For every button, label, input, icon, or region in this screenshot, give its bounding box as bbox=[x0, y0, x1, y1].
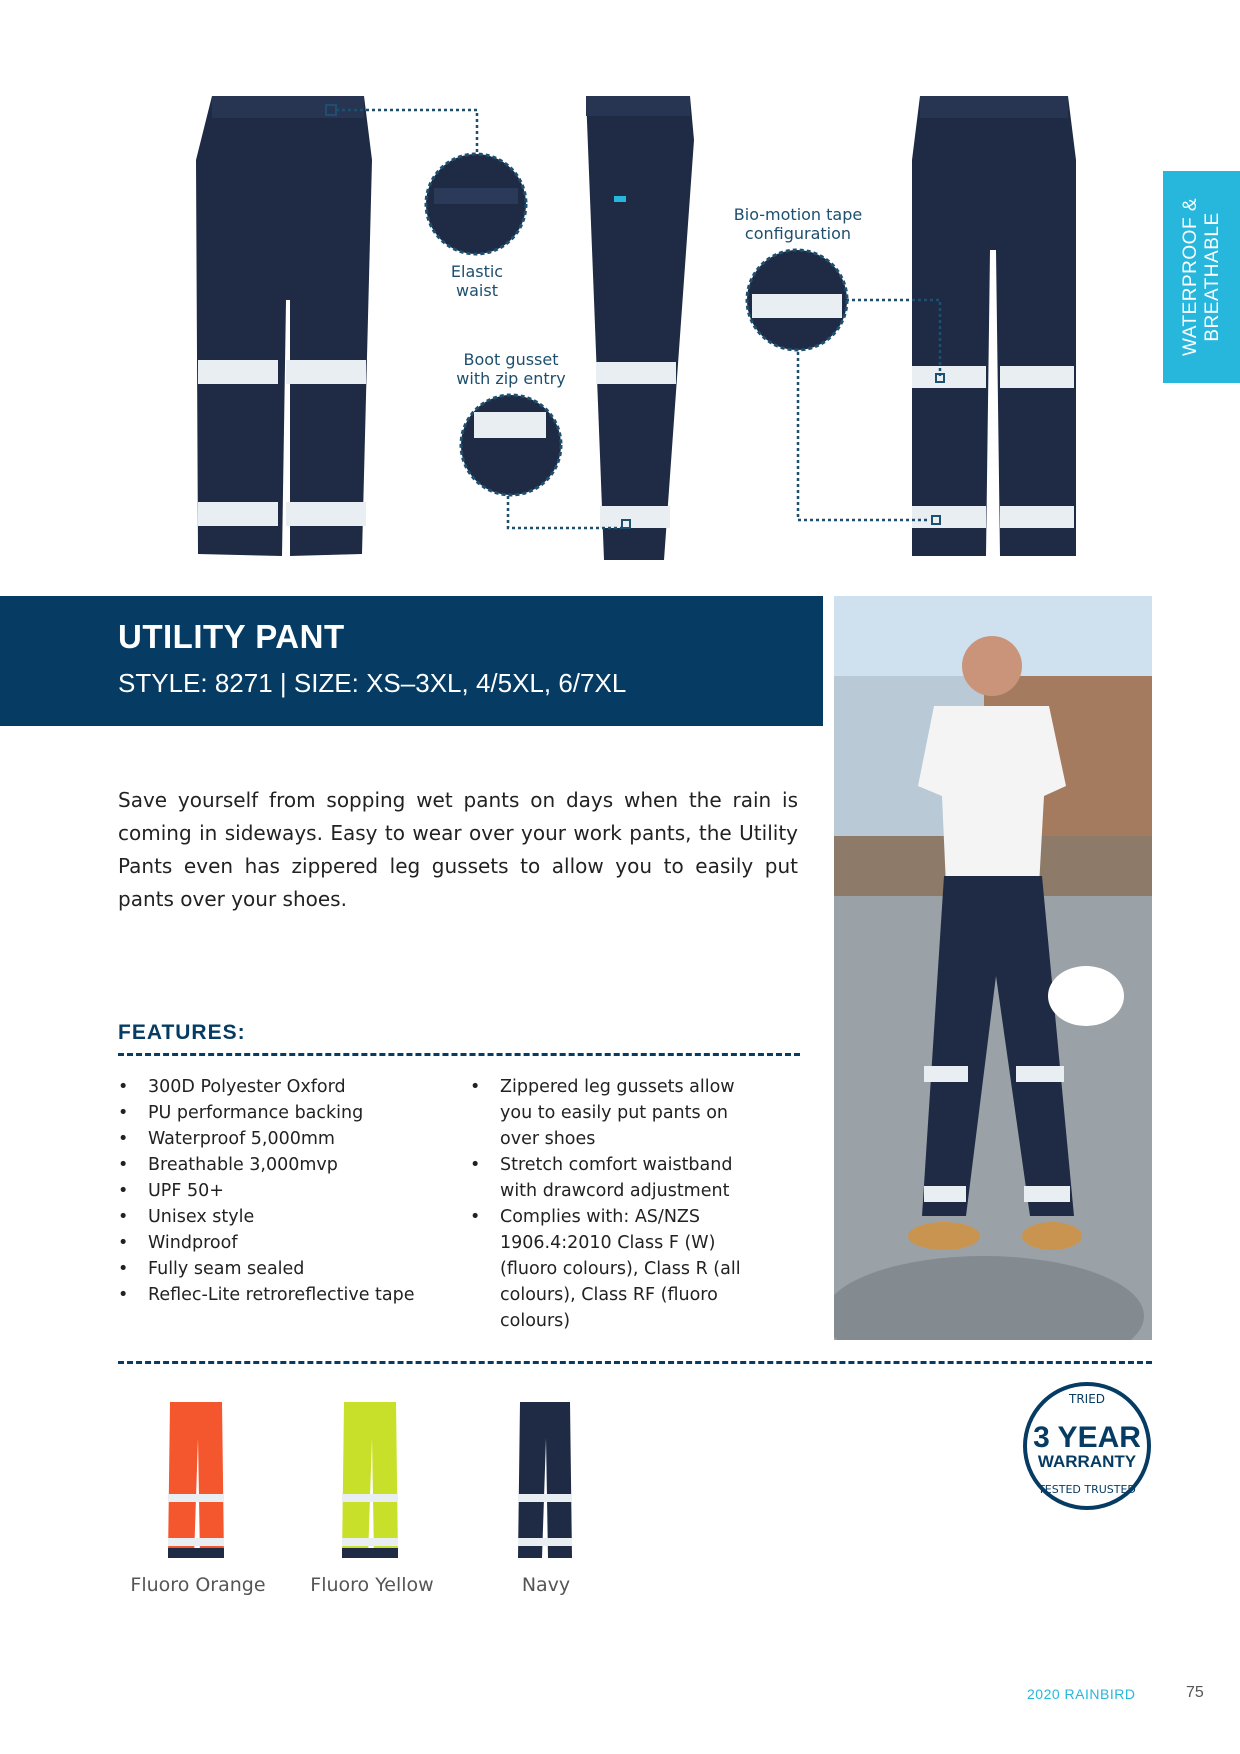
swatch-label-navy: Navy bbox=[521, 1574, 571, 1596]
product-title: UTILITY PANT bbox=[118, 618, 345, 655]
product-views-graphic bbox=[0, 0, 1240, 590]
feature-item: • Windproof bbox=[118, 1230, 458, 1256]
feature-item: • Stretch comfort waistband with drawcord adjustment bbox=[470, 1152, 770, 1204]
callout-bio-motion-l2: configuration bbox=[744, 224, 852, 243]
swatch-navy-pant bbox=[518, 1402, 572, 1558]
badge-bottom-text: TESTED TRUSTED bbox=[1038, 1483, 1136, 1496]
title-band bbox=[0, 596, 823, 726]
side-tab-line2: BREATHABLE bbox=[1201, 212, 1223, 342]
side-tab-line1: WATERPROOF & bbox=[1179, 198, 1201, 356]
callout-elastic-waist bbox=[427, 262, 527, 300]
model-photo bbox=[834, 596, 1152, 1340]
callout-elastic-waist-l2: waist bbox=[456, 281, 498, 300]
page-number: 75 bbox=[1186, 1684, 1204, 1701]
footer-brand: 2020 RAINBIRD bbox=[1027, 1686, 1136, 1702]
front-view-pant bbox=[196, 96, 372, 556]
badge-big-text: 3 YEAR bbox=[1033, 1421, 1141, 1454]
features-divider bbox=[118, 1053, 800, 1056]
features-heading: FEATURES: bbox=[118, 1021, 246, 1044]
callout-boot-gusset-l1: Boot gusset bbox=[463, 350, 559, 369]
badge-mid-text: WARRANTY bbox=[1037, 1452, 1137, 1471]
feature-item: • Waterproof 5,000mm bbox=[118, 1126, 458, 1152]
swatch-label-yellow: Fluoro Yellow bbox=[310, 1574, 434, 1596]
feature-item: • Breathable 3,000mvp bbox=[118, 1152, 458, 1178]
callout-boot-gusset-l2: with zip entry bbox=[456, 369, 566, 388]
side-view-pant bbox=[586, 96, 694, 560]
features-list-right bbox=[470, 1074, 770, 1334]
feature-item: • Zippered leg gussets allow you to easily put pants on over shoes bbox=[470, 1074, 770, 1152]
product-subtitle: STYLE: 8271 | SIZE: XS–3XL, 4/5XL, 6/7XL bbox=[118, 668, 627, 698]
swatch-yellow-pant bbox=[342, 1402, 398, 1558]
colour-divider bbox=[118, 1361, 1152, 1364]
back-view-pant bbox=[912, 96, 1076, 556]
product-views bbox=[0, 0, 1240, 590]
boot-gusset-zoom bbox=[461, 395, 561, 495]
swatch-orange-pant bbox=[168, 1402, 224, 1558]
elastic-waist-zoom bbox=[426, 154, 526, 254]
badge-top-text: TRIED bbox=[1068, 1392, 1106, 1406]
colour-swatch-graphics bbox=[118, 1398, 758, 1558]
colour-swatches bbox=[118, 1398, 758, 1608]
feature-item: • PU performance backing bbox=[118, 1100, 458, 1126]
warranty-badge bbox=[1022, 1381, 1152, 1511]
swatch-label-orange: Fluoro Orange bbox=[130, 1574, 266, 1596]
callout-elastic-waist-l1: Elastic bbox=[450, 262, 504, 281]
feature-item: • Fully seam sealed bbox=[118, 1256, 458, 1282]
feature-item: • Reflec-Lite retroreflective tape bbox=[118, 1282, 458, 1308]
product-description: Save yourself from sopping wet pants on days when the rain is coming in sideways. Easy to wear over your work pants, the Utility Pants even has zippered leg gussets to allow you to easily put pants over your shoes. bbox=[118, 788, 798, 911]
bio-motion-zoom bbox=[747, 250, 847, 350]
features-list-left bbox=[118, 1074, 458, 1308]
callout-bio-motion bbox=[728, 205, 868, 243]
feature-item: • UPF 50+ bbox=[118, 1178, 458, 1204]
feature-item: • Unisex style bbox=[118, 1204, 458, 1230]
feature-item: • Complies with: AS/NZS 1906.4:2010 Class F (W) (fluoro colours), Class R (all colours), Class RF (fluoro colours) bbox=[470, 1204, 770, 1334]
feature-item: • 300D Polyester Oxford bbox=[118, 1074, 458, 1100]
model-photo-graphic bbox=[834, 596, 1152, 1340]
warranty-badge-graphic bbox=[1022, 1381, 1152, 1511]
callout-bio-motion-l1: Bio-motion tape bbox=[733, 205, 863, 224]
callout-boot-gusset bbox=[451, 350, 571, 388]
